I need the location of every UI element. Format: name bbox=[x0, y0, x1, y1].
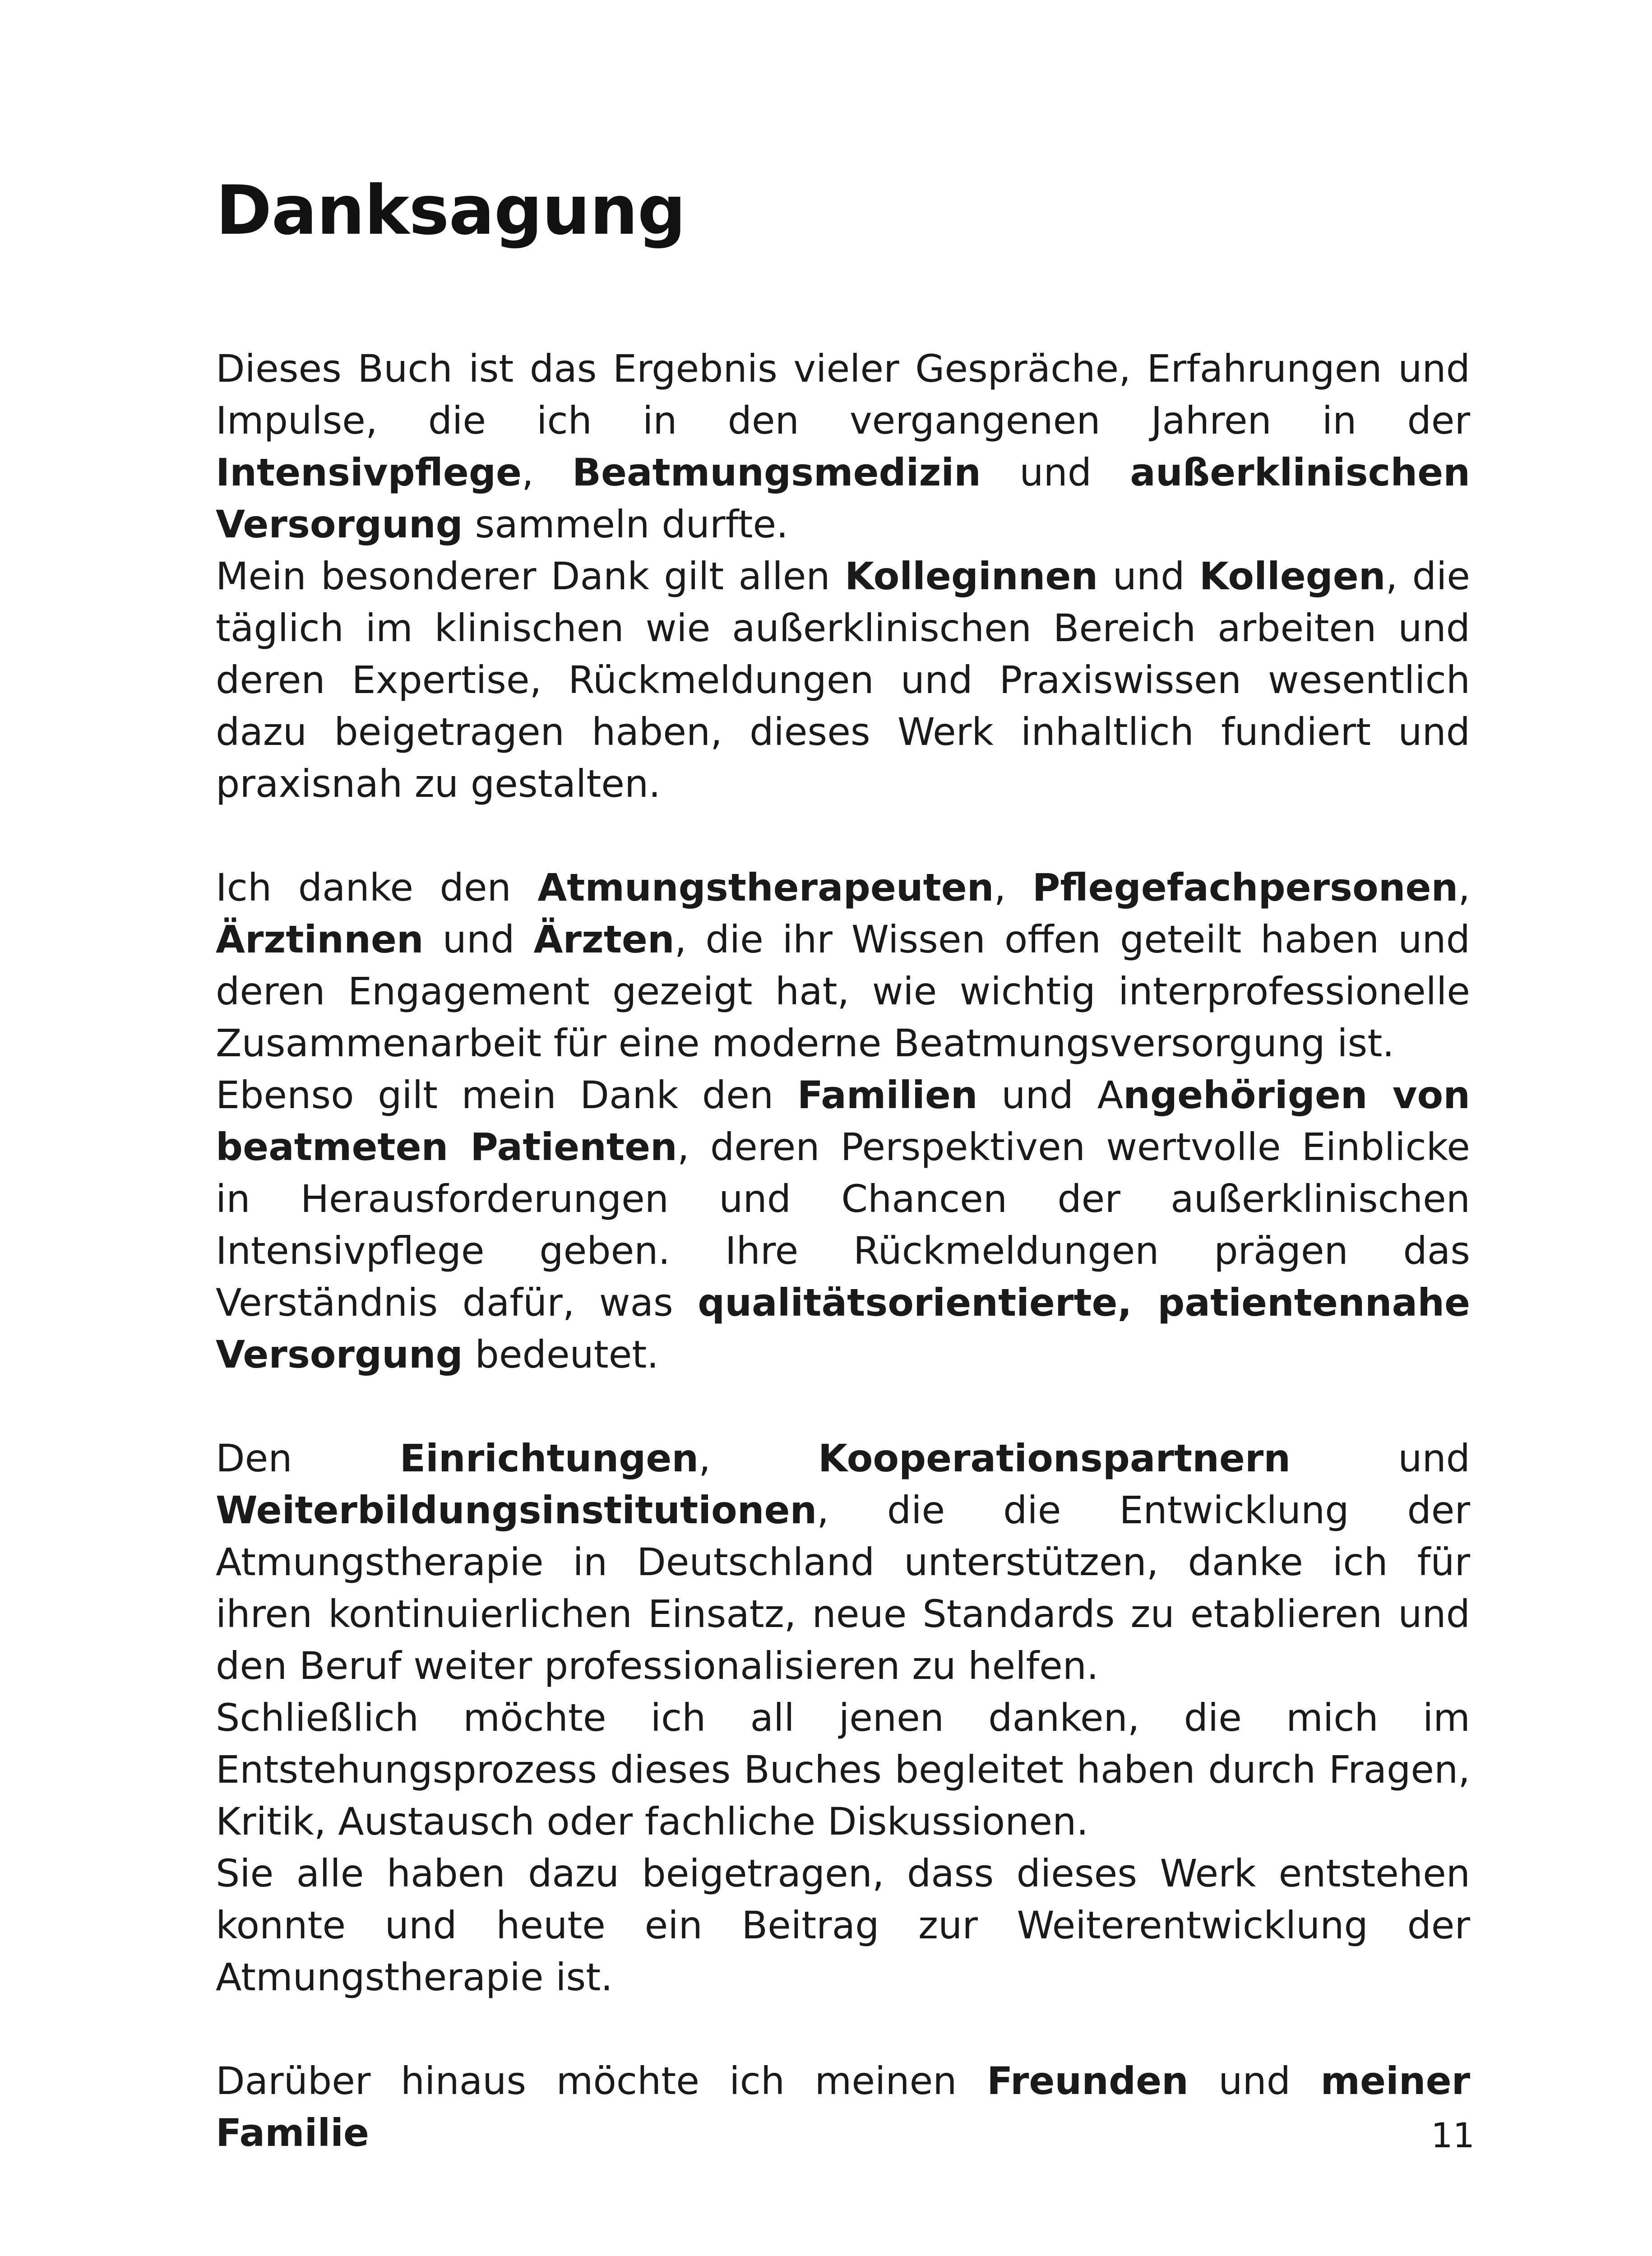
bold-term: ngehörigen von beatmeten Patienten bbox=[216, 1073, 1470, 1169]
text-run: , die die Entwicklung der Atmungstherapie in Deutschland unterstützen, danke ich für ihren kontinuierlichen Einsatz, neue Standards zu etablieren und den Beruf weiter professionalisieren zu helfen. bbox=[216, 1488, 1470, 1688]
text-run: und bbox=[423, 917, 534, 962]
bold-term: Einrichtungen bbox=[399, 1436, 699, 1480]
text-run: , die ihr Wissen offen geteilt haben und deren Engagement gezeigt hat, wie wichtig interprofessionelle Zusammenarbeit für eine moderne Beatmungsversorgung ist. bbox=[216, 917, 1470, 1065]
paragraph bbox=[216, 1433, 1470, 1692]
text-run: , die täglich im klinischen wie außerklinischen Bereich arbeiten und deren Expertise, Rückmeldungen und Praxiswissen wesentlich dazu beigetragen haben, dieses Werk inhaltlich fundiert und praxisnah zu gestalten. bbox=[216, 554, 1470, 806]
text-run: Ebenso gilt mein Dank den bbox=[216, 1073, 797, 1117]
bold-term: Atmungstherapeuten bbox=[537, 865, 994, 910]
text-run: und A bbox=[977, 1073, 1124, 1117]
bold-term: Familien bbox=[797, 1073, 978, 1117]
bold-term: qualitätsorientierte, patientennahe Versorgung bbox=[216, 1281, 1470, 1377]
paragraph bbox=[216, 550, 1470, 810]
bold-term: Beatmungsmedizin bbox=[572, 450, 981, 495]
bold-term: außerklinischen Versorgung bbox=[216, 450, 1470, 546]
text-run: Sie alle haben dazu beigetragen, dass dieses Werk entstehen konnte und heute ein Beitrag zur Weiterentwicklung der Atmungstherapie ist. bbox=[216, 1851, 1470, 1999]
text-run: , bbox=[994, 865, 1032, 910]
bold-term: Pflegefachpersonen bbox=[1032, 865, 1458, 910]
text-run: Darüber hinaus möchte ich meinen bbox=[216, 2059, 987, 2103]
text-run: , bbox=[522, 450, 572, 495]
text-run: Mein besonderer Dank gilt allen bbox=[216, 554, 845, 598]
text-run: Dieses Buch ist das Ergebnis vieler Gespräche, Erfahrungen und Impulse, die ich in den vergangenen Jahren in der bbox=[216, 347, 1470, 443]
body-text bbox=[216, 343, 1470, 2159]
bold-term: Ärzten bbox=[533, 917, 675, 962]
paragraph bbox=[216, 343, 1470, 550]
paragraph bbox=[216, 1069, 1470, 1381]
text-run: und bbox=[1098, 554, 1199, 598]
paragraph bbox=[216, 862, 1470, 1069]
bold-term: Kooperationspartnern bbox=[818, 1436, 1291, 1480]
text-run: , bbox=[1458, 865, 1470, 910]
bold-term: Intensivpflege bbox=[216, 450, 522, 495]
bold-term: Freunden bbox=[986, 2059, 1189, 2103]
bold-term: Kollegen bbox=[1199, 554, 1386, 598]
page-title: Danksagung bbox=[216, 171, 686, 250]
text-run: Ich danke den bbox=[216, 865, 538, 910]
bold-term: Kolleginnen bbox=[845, 554, 1098, 598]
text-run: sammeln durfte. bbox=[463, 502, 788, 546]
text-run: und bbox=[1291, 1436, 1471, 1480]
text-run: , bbox=[699, 1436, 818, 1480]
page-number: 11 bbox=[1431, 2115, 1475, 2155]
text-run: bedeutet. bbox=[463, 1332, 659, 1377]
text-run: und bbox=[981, 450, 1130, 495]
text-run: Den bbox=[216, 1436, 400, 1480]
bold-term: Ärztinnen bbox=[216, 917, 424, 962]
bold-term: meiner Familie bbox=[216, 2059, 1471, 2155]
text-run: und bbox=[1188, 2059, 1321, 2103]
text-run: , deren Perspektiven wertvolle Einblicke in Herausforderungen und Chancen der außerklinischen Intensivpflege geben. Ihre Rückmeldungen prägen das Verständnis dafür, was bbox=[216, 1125, 1470, 1325]
paragraph bbox=[216, 1692, 1470, 1848]
bold-term: Weiterbildungsinstitutionen bbox=[216, 1488, 817, 1532]
paragraph bbox=[216, 2055, 1470, 2159]
paragraph bbox=[216, 1848, 1470, 2003]
text-run: Schließlich möchte ich all jenen danken, die mich im Entstehungsprozess dieses Buches begleitet haben durch Fragen, Kritik, Austausch oder fachliche Diskussionen. bbox=[216, 1696, 1470, 1844]
